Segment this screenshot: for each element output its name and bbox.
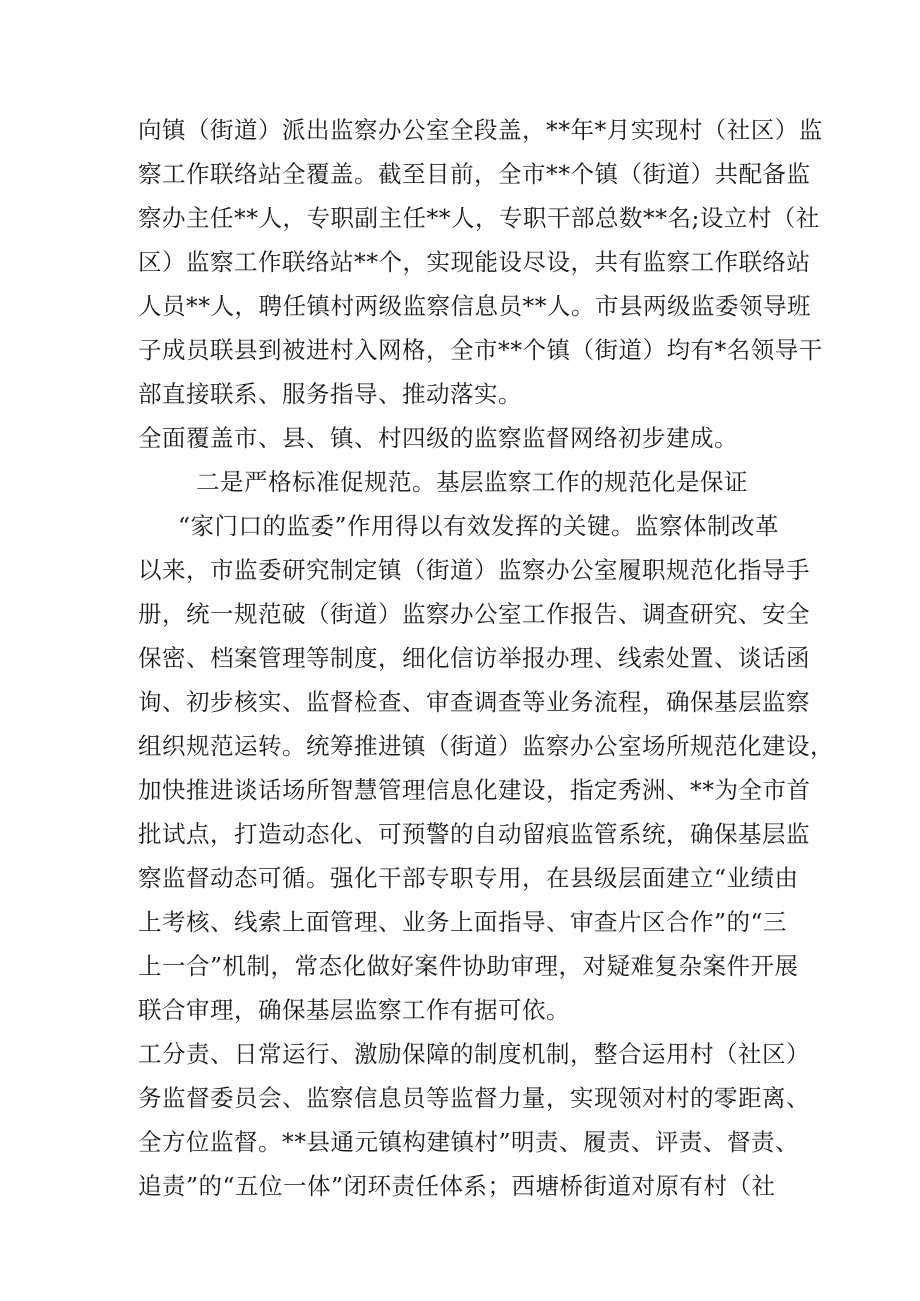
text-line: 追责”的“五位一体”闭环责任体系；西塘桥街道对原有村（社 xyxy=(138,1172,776,1200)
text-line: 工分责、日常运行、激励保障的制度机制，整合运用村（社区） xyxy=(138,1040,810,1068)
text-line: 以来，市监委研究制定镇（街道）监察办公室履职规范化指导手 xyxy=(138,556,810,584)
text-line: 向镇（街道）派出监察办公室全段盖，**年*月实现村（社区）监 xyxy=(138,116,823,144)
text-line: 加快推进谈话场所智慧管理信息化建设，指定秀洲、**为全市首 xyxy=(138,776,811,804)
text-line: 子成员联县到被进村入网格，全市**个镇（街道）均有*名领导干 xyxy=(138,336,823,364)
text-line: 保密、档案管理等制度，细化信访举报办理、线索处置、谈话函 xyxy=(138,644,810,672)
text-line: 联合审理，确保基层监察工作有据可依。 xyxy=(138,996,570,1024)
text-line: 察监督动态可循。强化干部专职专用，在县级层面建立“业绩由 xyxy=(138,864,799,892)
text-line: 询、初步核实、监督检查、审查调查等业务流程，确保基层监察 xyxy=(138,688,810,716)
text-line: 察工作联络站全覆盖。截至目前，全市**个镇（街道）共配备监 xyxy=(138,160,811,188)
text-line: 全方位监督。**县通元镇构建镇村”明责、履责、评责、督责、 xyxy=(138,1128,800,1156)
text-line: 上考核、线索上面管理、业务上面指导、审查片区合作”的“三 xyxy=(138,908,788,936)
text-line: “家门口的监委”作用得以有效发挥的关键。监察体制改革 xyxy=(178,512,780,540)
text-line: 人员**人，聘任镇村两级监察信息员**人。市县两级监委领导班 xyxy=(138,292,811,320)
text-line: 二是严格标准促规范。基层监察工作的规范化是保证 xyxy=(196,468,748,496)
text-line: 务监督委员会、监察信息员等监督力量，实现领对村的零距离、 xyxy=(138,1084,810,1112)
text-line: 部直接联系、服务指导、推动落实。 xyxy=(138,380,522,408)
text-line: 上一合”机制，常态化做好案件协助审理，对疑难复杂案件开展 xyxy=(138,952,799,980)
text-line: 区）监察工作联络站**个，实现能设尽设，共有监察工作联络站 xyxy=(138,248,811,276)
text-line: 册，统一规范破（街道）监察办公室工作报告、调查研究、安全 xyxy=(138,600,810,628)
text-line: 批试点，打造动态化、可预警的自动留痕监管系统，确保基层监 xyxy=(138,820,810,848)
text-line: 察办主任**人，专职副主任**人，专职干部总数**名;设立村（社 xyxy=(138,204,820,232)
text-line: 全面覆盖市、县、镇、村四级的监察监督网络初步建成。 xyxy=(138,424,738,452)
text-line: 组织规范运转。统筹推进镇（街道）监察办公室场所规范化建设， xyxy=(138,732,834,760)
